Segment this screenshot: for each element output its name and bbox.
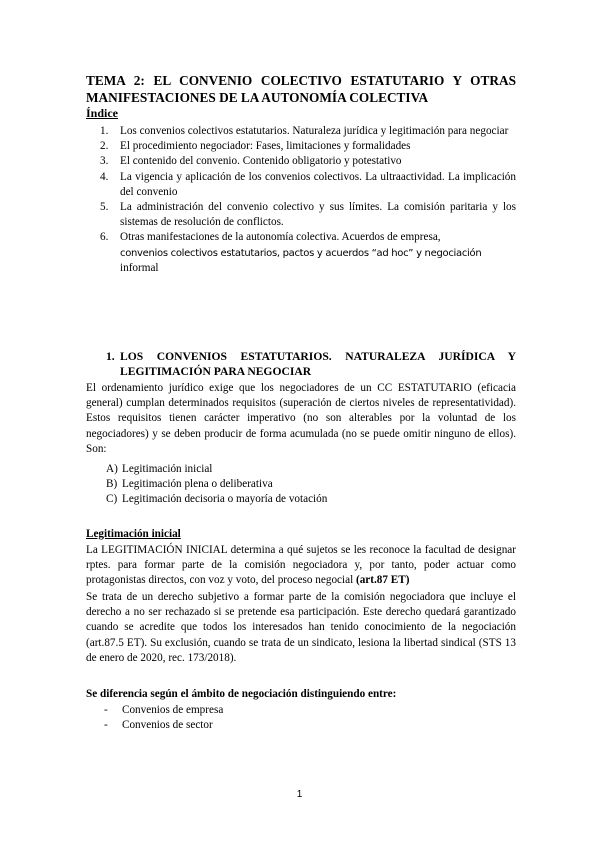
list-item: C) Legitimación decisoria o mayoría de votación [106, 493, 328, 506]
convenios-list [104, 703, 223, 733]
toc-item: 1. Los convenios colectivos estatutarios. Naturaleza jurídica y legitimación para negociar [100, 125, 509, 137]
list-item: A) Legitimación inicial [106, 463, 213, 475]
index-heading: Índice [86, 106, 119, 120]
list-item: - Convenios de sector [104, 719, 213, 732]
legitimation-list [106, 462, 327, 508]
list-item: B) Legitimación plena o deliberativa [106, 478, 273, 491]
list-item: - Convenios de empresa [104, 704, 224, 716]
paragraph: El ordenamiento jurídico exige que los negociadores de un CC ESTATUTARIO (eficacia general) cumplan determinados requisitos (superación de ciertos niveles de representatividad). Estos requisitos tienen carácter imperativo (no son alterables por la voluntad de los negociadores) y se deben producir de forma acumulada (no se puede omitir ninguno de ellos). Son: [86, 382, 516, 455]
section-heading: 1. LOS CONVENIOS ESTATUTARIOS. NATURALEZA JURÍDICA Y LEGITIMACIÓN PARA NEGOCIAR [106, 350, 516, 379]
toc-item: 2. El procedimiento negociador: Fases, limitaciones y formalidades [100, 140, 411, 153]
toc-item: 5. La administración del convenio colectivo y sus límites. La comisión paritaria y los sistemas de resolución de conflictos. [100, 201, 516, 229]
toc-item: 3. El contenido del convenio. Contenido obligatorio y potestativo [100, 155, 402, 168]
page-number: 1 [296, 789, 303, 800]
toc-item: 4. La vigencia y aplicación de los convenios colectivos. La ultraactividad. La implicación del convenio [100, 170, 516, 198]
table-of-contents [100, 124, 516, 276]
toc-item: 6. Otras manifestaciones de la autonomía colectiva. Acuerdos de empresa, convenios colectivos estatutarios, pactos y acuerdos “ad hoc” y negociación informal [100, 231, 482, 274]
subsection-heading: Legitimación inicial [86, 528, 181, 540]
paragraph: La LEGITIMACIÓN INICIAL determina a qué sujetos se les reconoce la facultad de designar rptes. para formar parte de la comisión negociadora y, por tanto, poder actuar como protagonistas directos, con voz y voto, del proceso negocial (art.87 ET) [86, 544, 516, 587]
bold-heading: Se diferencia según el ámbito de negociación distinguiendo entre: [86, 688, 397, 700]
page-title: TEMA 2: EL CONVENIO COLECTIVO ESTATUTARIO Y OTRAS MANIFESTACIONES DE LA AUTONOMÍA COLECTIVA [86, 73, 516, 105]
paragraph: Se trata de un derecho subjetivo a formar parte de la comisión negociadora que incluye el derecho a no ser rechazado si se pretende esa participación. Este derecho quedará garantizado cuando se acredite que todos los interesados han tenido conocimiento de la negociación (art.87.5 ET). Su exclusión, cuando se trata de un sindicato, lesiona la libertad sindical (STS 13 de enero de 2020, rec. 173/2018). [86, 591, 516, 664]
